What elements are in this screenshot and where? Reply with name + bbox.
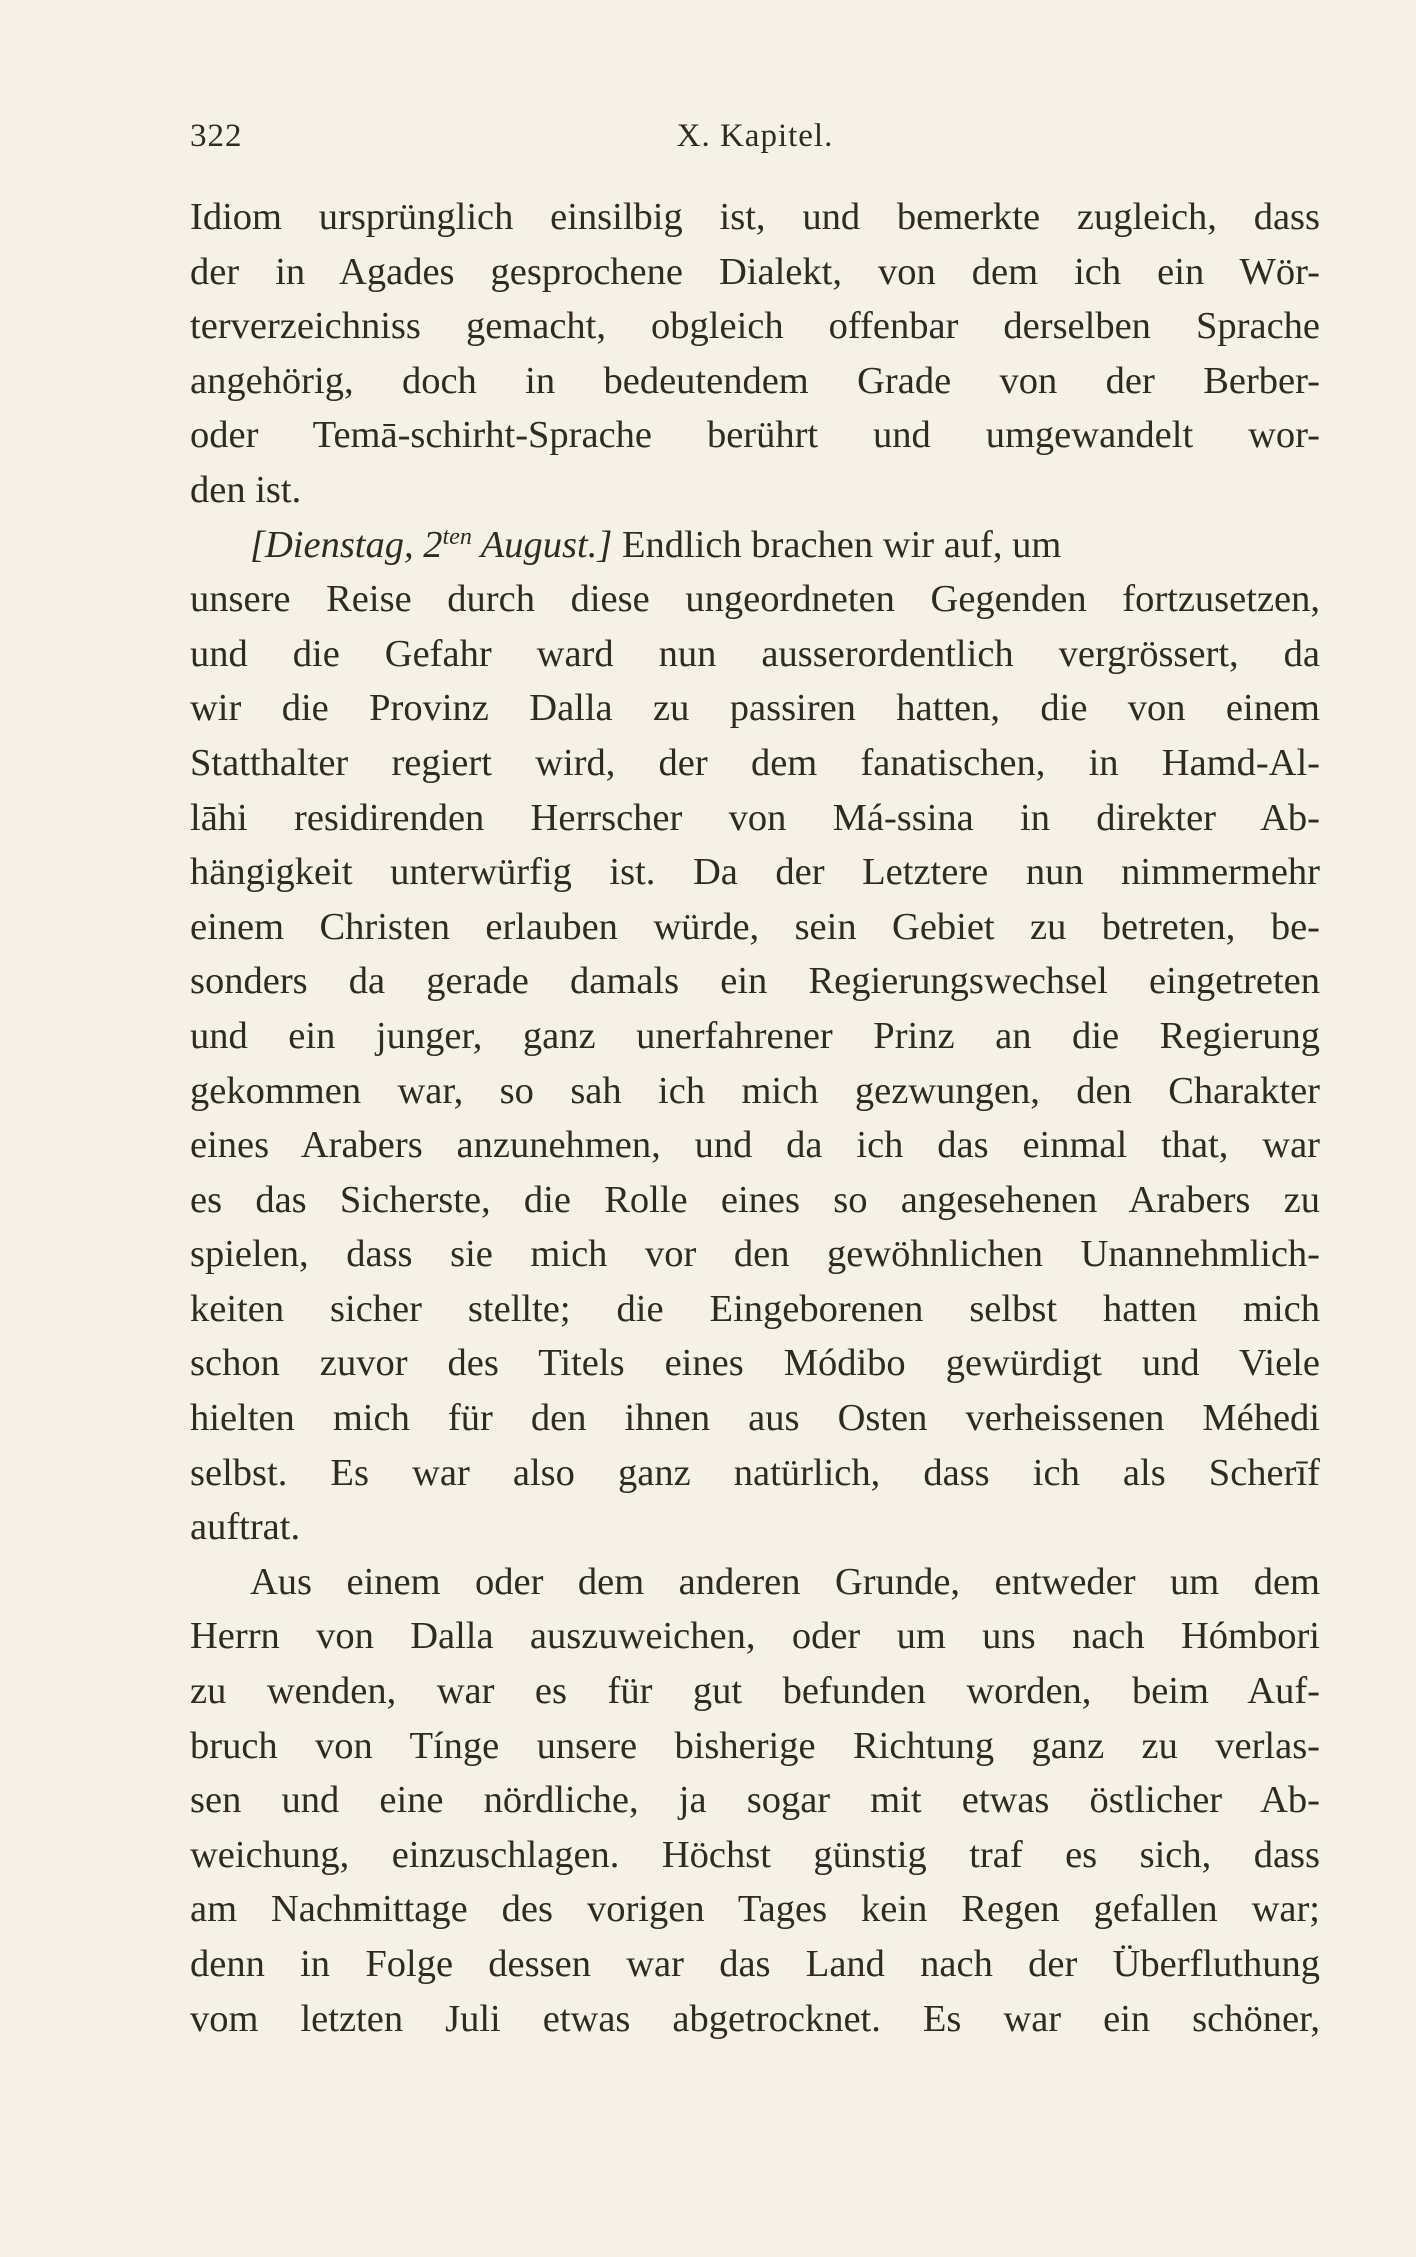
dated-line-rest: Endlich brachen wir auf, um [612,523,1062,566]
text-line: keiten sicher stellte; die Eingeborenen selbst hatten mich [190,1287,1320,1330]
text-line: am Nachmittage des vorigen Tages kein Regen gefallen war; [190,1888,1320,1931]
text-line: und ein junger, ganz unerfahrener Prinz an die Regierung [190,1014,1320,1057]
date-open: [Dienstag, [250,523,424,566]
text-line: Herrn von Dalla auszuweichen, oder um uns nach Hómbori [190,1615,1320,1658]
text-line: weichung, einzuschlagen. Höchst günstig traf es sich, dass [190,1833,1320,1876]
date-superscript: ten [442,523,472,550]
text-line: lāhi residirenden Herrscher von Má-ssina in direkter Ab- [190,796,1320,839]
running-head: X. Kapitel. [676,118,834,154]
date-close: August.] [471,523,613,566]
text-line: vom letzten Juli etwas abgetrocknet. Es war ein schöner, [190,1997,1320,2040]
page-number: 322 [190,118,243,154]
text-line: selbst. Es war also ganz natürlich, dass ich als Scherīf [190,1451,1320,1494]
page-header [190,118,1320,158]
text-line: zu wenden, war es für gut befunden worden, beim Auf- [190,1670,1320,1713]
text-line: angehörig, doch in bedeutendem Grade von der Berber- [190,359,1320,402]
text-line: schon zuvor des Titels eines Módibo gewürdigt und Viele [190,1342,1320,1385]
date-number: 2 [423,523,443,566]
dated-line [190,518,1320,573]
text-line: Statthalter regiert wird, der dem fanatischen, in Hamd-Al- [190,741,1320,784]
text-line: es das Sicherste, die Rolle eines so angesehenen Arabers zu [190,1178,1320,1221]
text-line: unsere Reise durch diese ungeordneten Gegenden fortzusetzen, [190,578,1320,621]
text-line: wir die Provinz Dalla zu passiren hatten, die von einem [190,687,1320,730]
text-line: bruch von Tínge unsere bisherige Richtung ganz zu verlas- [190,1724,1320,1767]
text-line: oder Temā-schirht-Sprache berührt und umgewandelt wor- [190,414,1320,457]
text-line: der in Agades gesprochene Dialekt, von dem ich ein Wör- [190,250,1320,293]
text-line: spielen, dass sie mich vor den gewöhnlichen Unannehmlich- [190,1233,1320,1276]
text-line: Aus einem oder dem anderen Grunde, entweder um dem [250,1560,1320,1603]
text-line: einem Christen erlauben würde, sein Gebiet zu betreten, be- [190,905,1320,948]
text-line: eines Arabers anzunehmen, und da ich das einmal that, war [190,1124,1320,1167]
text-line: Idiom ursprünglich einsilbig ist, und bemerkte zugleich, dass [190,196,1320,238]
text-line: den ist. [190,468,302,511]
body-text [190,190,1320,2046]
text-line: auftrat. [190,1506,301,1549]
text-line: gekommen war, so sah ich mich gezwungen, den Charakter [190,1069,1320,1112]
text-line: und die Gefahr ward nun ausserordentlich vergrössert, da [190,632,1320,675]
text-line: sen und eine nördliche, ja sogar mit etwas östlicher Ab- [190,1779,1320,1822]
text-line: denn in Folge dessen war das Land nach der Überfluthung [190,1943,1320,1985]
text-line: hängigkeit unterwürfig ist. Da der Letztere nun nimmermehr [190,851,1320,894]
text-line: sonders da gerade damals ein Regierungswechsel eingetreten [190,960,1320,1003]
text-line: terverzeichniss gemacht, obgleich offenbar derselben Sprache [190,305,1320,348]
text-line: hielten mich für den ihnen aus Osten verheissenen Méhedi [190,1397,1320,1440]
